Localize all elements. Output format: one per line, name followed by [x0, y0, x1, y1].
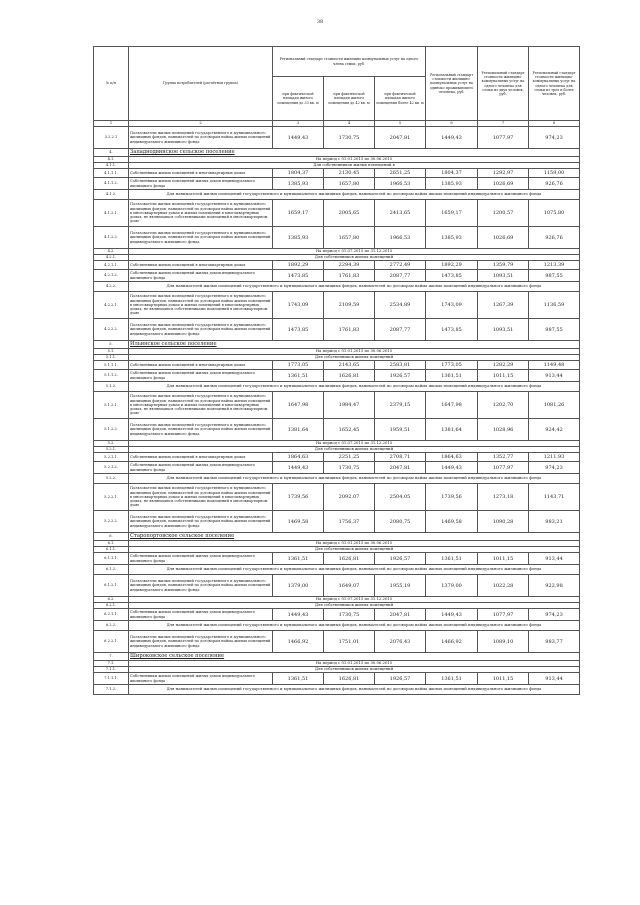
row-number: 5. [94, 341, 129, 349]
value-cell: 1011,15 [478, 370, 529, 382]
value-cell: 1739,56 [426, 484, 478, 511]
value-cell: 1751,01 [324, 631, 375, 653]
value-cell: 1647,98 [426, 392, 478, 419]
row-description: Пользователи жилых помещений государственного и муниципального жилищных фондов, нанимателей по договорам найма жилых помещений в многоквартирных домах и жилых помещений в многоквартирных домах, не являющихся собственниками помещений в многоквартирном доме [129, 200, 273, 227]
value-cell: 1361,51 [426, 553, 478, 565]
value-cell: 1804,37 [426, 169, 478, 178]
period-label: Для собственников жилых помещений [129, 547, 580, 553]
value-cell: 913,44 [529, 673, 580, 685]
row-number: 6.2.1.1. [94, 609, 129, 621]
value-cell: 1026,69 [478, 227, 529, 249]
period-row [94, 621, 580, 631]
row-number: 4.2.1.1. [94, 261, 129, 270]
value-cell: 1028,96 [478, 419, 529, 441]
period-label: Для нанимателей жилых помещений государственного и муниципального жилищных фондов, нанимателей по договорам найма жилых помещений индивидуального жилищного фонда [129, 382, 580, 392]
value-cell: 1892,29 [273, 261, 324, 270]
value-cell: 987,55 [529, 270, 580, 282]
row-number: 4.2.2.1. [94, 292, 129, 319]
value-cell: 2087,77 [375, 270, 426, 282]
value-cell: 987,55 [529, 319, 580, 341]
header-sub-33: при фактической площади жилого помещения до 33 кв. м [273, 77, 324, 121]
value-cell: 924,42 [529, 419, 580, 441]
value-cell: 1730,75 [324, 127, 375, 149]
value-cell: 1449,43 [273, 127, 324, 149]
value-cell: 1466,92 [426, 631, 478, 653]
value-cell: 2413,65 [375, 200, 426, 227]
row-number: 7.1. [94, 661, 129, 667]
table-row [94, 361, 580, 370]
row-number: 5.1. [94, 349, 129, 355]
period-label: Для нанимателей жилых помещений государственного и муниципального жилищных фондов, нанимателей по договорам найма жилых помещений индивидуального жилищного фонда [129, 685, 580, 695]
value-cell: 1449,43 [273, 609, 324, 621]
row-description: Собственники жилых помещений в многоквартирных домах [129, 261, 273, 270]
header-group: Группа потребителей (расчётная группа) [129, 47, 273, 121]
value-cell: 1743,09 [273, 292, 324, 319]
value-cell: 913,44 [529, 370, 580, 382]
header-sub-more: при фактической площади жилого помещения более 42 кв. м [375, 77, 426, 121]
period-row [94, 282, 580, 292]
value-cell: 2087,77 [375, 319, 426, 341]
period-label: Для собственников жилых помещений [129, 255, 580, 261]
value-cell: 1657,80 [324, 227, 375, 249]
row-number: 4. [94, 149, 129, 157]
row-description: Пользователи жилых помещений государственного и муниципального жилищных фондов, нанимателей по договорам найма жилых помещений индивидуального жилищного фонда [129, 419, 273, 441]
section-row [94, 653, 580, 661]
table-row [94, 178, 580, 190]
row-number: 5.2.1. [94, 447, 129, 453]
row-number: 5.2.1.2. [94, 462, 129, 474]
row-description: Пользователи жилых помещений государственного и муниципального жилищных фондов, нанимателей по договорам найма жилых помещений в многоквартирных домах и жилых помещений в многоквартирных домах, не являющихся собственниками помещений в многоквартирном доме [129, 392, 273, 419]
table-row [94, 127, 580, 149]
value-cell: 1143,71 [529, 484, 580, 511]
period-label: На период с 01.01.2015 по 30.06.2015 [129, 349, 580, 355]
value-cell: 1352,77 [478, 453, 529, 462]
column-number: 7 [478, 121, 529, 127]
period-label: Для нанимателей жилых помещений государственного и муниципального жилищных фондов, нанимателей по договорам найма жилых помещений индивидуального жилищного фонда [129, 282, 580, 292]
value-cell: 1159,00 [529, 169, 580, 178]
value-cell: 2092,07 [324, 484, 375, 511]
row-number: 5.2.2.2. [94, 511, 129, 533]
value-cell: 1756,37 [324, 511, 375, 533]
value-cell: 1659,17 [273, 200, 324, 227]
row-number: 4.1.2. [94, 190, 129, 200]
row-description: Пользователи жилых помещений государственного и муниципального жилищных фондов, нанимателей по договорам найма жилых помещений индивидуального жилищного фонда [129, 511, 273, 533]
row-number: 5.1.1.2. [94, 370, 129, 382]
value-cell: 2651,25 [375, 169, 426, 178]
table-row [94, 392, 580, 419]
period-row [94, 565, 580, 575]
row-description: Пользователи жилых помещений государственного и муниципального жилищных фондов, нанимателей по договорам найма жилых помещений индивидуального жилищного фонда [129, 631, 273, 653]
table-row [94, 609, 580, 621]
row-description: Собственники жилых помещений жилых домов индивидуального жилищного фонда [129, 673, 273, 685]
row-number: 5.2.1.1. [94, 453, 129, 462]
value-cell: 1864,63 [426, 453, 478, 462]
value-cell: 1213,39 [529, 261, 580, 270]
header-single: Региональный стандарт стоимости жилищно-коммунальных услуг на одиноко проживающего человека, руб. [426, 47, 478, 121]
row-description: Пользователи жилых помещений государственного и муниципального жилищных фондов, нанимателей по договорам найма жилых помещений в многоквартирных домах и жилых помещений в многоквартирных домах, не являющихся собственниками помещений в многоквартирном доме [129, 292, 273, 319]
value-cell: 1626,81 [324, 673, 375, 685]
value-cell: 1361,51 [273, 370, 324, 382]
value-cell: 1469,58 [273, 511, 324, 533]
value-cell: 1093,51 [478, 270, 529, 282]
value-cell: 1652,45 [324, 419, 375, 441]
value-cell: 1864,63 [273, 453, 324, 462]
value-cell: 1022,28 [478, 575, 529, 597]
table-row [94, 462, 580, 474]
row-number: 5.1.1.1. [94, 361, 129, 370]
header-num: № п/п [94, 47, 129, 121]
value-cell: 1361,51 [273, 673, 324, 685]
section-title: Старопортовское сельское поселение [129, 533, 580, 541]
value-cell: 1659,17 [426, 200, 478, 227]
value-cell: 1359,79 [478, 261, 529, 270]
value-cell: 2109,59 [324, 292, 375, 319]
header-two: Региональный стандарт стоимости жилищно-коммунальных услуг на одного человека для семьи из двух человек, руб. [478, 47, 529, 121]
table-row [94, 575, 580, 597]
value-cell: 1984,47 [324, 392, 375, 419]
table-row [94, 261, 580, 270]
table-row [94, 419, 580, 441]
value-cell: 1761,83 [324, 270, 375, 282]
standards-table [93, 46, 580, 695]
period-label: Для собственников жилых помещений [129, 603, 580, 609]
value-cell: 1089,10 [478, 631, 529, 653]
row-number: 5.1.2.1. [94, 392, 129, 419]
row-description: Собственники жилых помещений жилых домов индивидуального жилищного фонда [129, 553, 273, 565]
row-description: Пользователи жилых помещений государственного и муниципального жилищных фондов, нанимателей по договорам найма жилых помещений индивидуального жилищного фонда [129, 227, 273, 249]
value-cell: 1892,29 [426, 261, 478, 270]
row-number: 4.2.1.2. [94, 270, 129, 282]
value-cell: 2504,05 [375, 484, 426, 511]
period-row [94, 190, 580, 200]
value-cell: 1657,80 [324, 178, 375, 190]
period-label: На период с 01.07.2015 по 31.12.2015 [129, 441, 580, 447]
value-cell: 1473,85 [426, 319, 478, 341]
row-description: Пользователи жилых помещений государственного и муниципального жилищных фондов, нанимателей по договорам найма жилых помещений индивидуального жилищного фонда [129, 575, 273, 597]
value-cell: 1449,43 [426, 127, 478, 149]
row-number: 6.2.2.1. [94, 631, 129, 653]
value-cell: 1267,39 [478, 292, 529, 319]
value-cell: 2047,81 [375, 609, 426, 621]
value-cell: 1966,53 [375, 227, 426, 249]
value-cell: 1473,85 [273, 270, 324, 282]
value-cell: 1626,81 [324, 553, 375, 565]
value-cell: 1647,98 [273, 392, 324, 419]
row-number: 7.1.1. [94, 667, 129, 673]
value-cell: 1381,64 [426, 419, 478, 441]
value-cell: 1273,18 [478, 484, 529, 511]
value-cell: 983,77 [529, 631, 580, 653]
value-cell: 2130,45 [324, 169, 375, 178]
value-cell: 1077,97 [478, 609, 529, 621]
row-number: 4.1.1. [94, 163, 129, 169]
table-row [94, 200, 580, 227]
row-number: 5.1.2. [94, 382, 129, 392]
value-cell: 913,44 [529, 553, 580, 565]
row-description: Собственники жилых помещений в многоквартирных домах [129, 361, 273, 370]
value-cell: 1077,97 [478, 127, 529, 149]
period-label: Для собственников жилых помещений [129, 447, 580, 453]
value-cell: 2379,15 [375, 392, 426, 419]
row-description: Собственники жилых помещений жилых домов индивидуального жилищного фонда [129, 370, 273, 382]
value-cell: 1469,58 [426, 511, 478, 533]
row-description: Собственники жилых помещений в многоквартирных домах [129, 453, 273, 462]
row-number: 7. [94, 653, 129, 661]
row-description: Собственники жилых помещений жилых домов индивидуального жилищного фонда [129, 270, 273, 282]
row-description: Пользователи жилых помещений государственного и муниципального жилищных фондов, нанимателей по договорам найма жилых помещений индивидуального жилищного фонда [129, 127, 273, 149]
period-label: Для собственников жилых помещений [129, 355, 580, 361]
row-number: 4.2.1. [94, 255, 129, 261]
row-description: Собственники жилых помещений жилых домов индивидуального жилищного фонда [129, 178, 273, 190]
row-number: 6.2. [94, 597, 129, 603]
value-cell: 1449,43 [426, 609, 478, 621]
page-number: 38 [316, 19, 324, 25]
value-cell: 1926,57 [375, 553, 426, 565]
period-label: Для собственников жилых помещений [129, 667, 580, 673]
table-row [94, 227, 580, 249]
value-cell: 1626,81 [324, 370, 375, 382]
period-label: Для нанимателей жилых помещений государственного и муниципального жилищных фондов, нанимателей по договорам найма жилых помещений индивидуального жилищного фонда [129, 190, 580, 200]
section-row [94, 149, 580, 157]
header-three: Региональный стандарт стоимости жилищно-коммунальных услуг на одного человека для семьи из трех и более человек, руб. [529, 47, 580, 121]
row-number: 6.1.1.1. [94, 553, 129, 565]
value-cell: 1292,97 [478, 169, 529, 178]
row-description: Пользователи жилых помещений государственного и муниципального жилищных фондов, нанимателей по договорам найма жилых помещений индивидуального жилищного фонда [129, 319, 273, 341]
value-cell: 1075,80 [529, 200, 580, 227]
row-description: Собственники жилых помещений жилых домов индивидуального жилищного фонда [129, 609, 273, 621]
period-label: Для собственников жилых помещений в [129, 163, 580, 169]
value-cell: 1077,97 [478, 462, 529, 474]
section-row [94, 533, 580, 541]
row-number: 4.1.2.2. [94, 227, 129, 249]
row-number: 4.2.2. [94, 282, 129, 292]
column-number: 3 [273, 121, 324, 127]
row-number: 3.2.2.1 [94, 127, 129, 149]
value-cell: 2583,81 [375, 361, 426, 370]
value-cell: 1466,92 [273, 631, 324, 653]
value-cell: 1385,93 [426, 227, 478, 249]
period-label: На период с 01.07.2015 по 31.12.2015 [129, 249, 580, 255]
row-number: 6. [94, 533, 129, 541]
row-number: 6.1.1. [94, 547, 129, 553]
period-label: На период с 01.01.2015 по 30.06.2015 [129, 661, 580, 667]
value-cell: 2080,75 [375, 511, 426, 533]
header-norm: Региональный стандарт стоимости жилищно-коммунальных услуг на одного члена семьи, руб. [273, 47, 426, 77]
value-cell: 1090,28 [478, 511, 529, 533]
section-title: Западнодвинское сельское поселение [129, 149, 580, 157]
section-row [94, 341, 580, 349]
table-row [94, 453, 580, 462]
period-row [94, 685, 580, 695]
section-title: Широковское сельское поселение [129, 653, 580, 661]
value-cell: 2143,65 [324, 361, 375, 370]
value-cell: 1804,37 [273, 169, 324, 178]
row-number: 6.1.2.1. [94, 575, 129, 597]
value-cell: 1739,56 [273, 484, 324, 511]
value-cell: 1361,51 [426, 370, 478, 382]
column-number: 4 [324, 121, 375, 127]
value-cell: 1773,05 [273, 361, 324, 370]
value-cell: 1200,57 [478, 200, 529, 227]
row-number: 6.1. [94, 541, 129, 547]
table-row [94, 484, 580, 511]
value-cell: 1381,64 [273, 419, 324, 441]
value-cell: 1202,70 [478, 392, 529, 419]
row-description: Пользователи жилых помещений государственного и муниципального жилищных фондов, нанимателей по договорам найма жилых помещений в многоквартирных домах и жилых помещений в многоквартирных домах, не являющихся собственниками помещений в многоквартирном доме [129, 484, 273, 511]
row-number: 6.1.2. [94, 565, 129, 575]
row-number: 6.2.1. [94, 603, 129, 609]
value-cell: 1473,85 [426, 270, 478, 282]
value-cell: 926,76 [529, 178, 580, 190]
value-cell: 1385,93 [273, 227, 324, 249]
table-row [94, 553, 580, 565]
value-cell: 1649,07 [324, 575, 375, 597]
period-label: Для нанимателей жилых помещений государственного и муниципального жилищных фондов, нанимателей по договорам найма жилых помещений индивидуального жилищного фонда [129, 474, 580, 484]
value-cell: 926,76 [529, 227, 580, 249]
value-cell: 1743,09 [426, 292, 478, 319]
row-number: 5.2. [94, 441, 129, 447]
row-number: 4.1.1.2. [94, 178, 129, 190]
period-label: Для нанимателей жилых помещений государственного и муниципального жилищных фондов, нанимателей по договорам найма жилых помещений индивидуального жилищного фонда [129, 621, 580, 631]
value-cell: 1761,83 [324, 319, 375, 341]
row-number: 4.2.2.2. [94, 319, 129, 341]
value-cell: 1211,93 [529, 453, 580, 462]
table-row [94, 169, 580, 178]
value-cell: 1379,00 [426, 575, 478, 597]
period-label: На период с 01.01.2015 по 30.06.2015 [129, 157, 580, 163]
period-label: На период с 01.07.2015 по 31.12.2015 [129, 597, 580, 603]
value-cell: 974,23 [529, 609, 580, 621]
value-cell: 974,23 [529, 462, 580, 474]
value-cell: 1149,48 [529, 361, 580, 370]
value-cell: 1730,75 [324, 462, 375, 474]
column-number: 2 [129, 121, 273, 127]
row-number: 7.1.1.1. [94, 673, 129, 685]
value-cell: 1449,43 [426, 462, 478, 474]
value-cell: 1955,19 [375, 575, 426, 597]
value-cell: 1026,69 [478, 178, 529, 190]
period-row [94, 474, 580, 484]
column-number: 8 [529, 121, 580, 127]
table-row [94, 292, 580, 319]
row-number: 4.2. [94, 249, 129, 255]
row-number: 5.2.2. [94, 474, 129, 484]
value-cell: 1011,15 [478, 673, 529, 685]
value-cell: 1959,51 [375, 419, 426, 441]
value-cell: 2047,81 [375, 462, 426, 474]
table-row [94, 370, 580, 382]
value-cell: 1385,93 [273, 178, 324, 190]
value-cell: 1449,43 [273, 462, 324, 474]
period-label: Для нанимателей жилых помещений государственного и муниципального жилищных фондов, нанимателей по договорам найма жилых помещений индивидуального жилищного фонда [129, 565, 580, 575]
value-cell: 1282,29 [478, 361, 529, 370]
row-number: 5.2.2.1. [94, 484, 129, 511]
column-number: 5 [375, 121, 426, 127]
value-cell: 1926,57 [375, 673, 426, 685]
value-cell: 1926,57 [375, 370, 426, 382]
value-cell: 1379,00 [273, 575, 324, 597]
table-row [94, 631, 580, 653]
value-cell: 1361,51 [426, 673, 478, 685]
value-cell: 2251,25 [324, 453, 375, 462]
column-number: 1 [94, 121, 129, 127]
value-cell: 2534,89 [375, 292, 426, 319]
value-cell: 1966,53 [375, 178, 426, 190]
period-row [94, 382, 580, 392]
value-cell: 1093,51 [478, 319, 529, 341]
value-cell: 2076,43 [375, 631, 426, 653]
value-cell: 2708,71 [375, 453, 426, 462]
row-number: 7.1.2. [94, 685, 129, 695]
section-title: Ильинское сельское поселение [129, 341, 580, 349]
table-row [94, 511, 580, 533]
value-cell: 1136,59 [529, 292, 580, 319]
value-cell: 1081,26 [529, 392, 580, 419]
header-sub-42: при фактической площади жилого помещения до 42 кв. м [324, 77, 375, 121]
row-number: 5.1.2.2. [94, 419, 129, 441]
value-cell: 2047,81 [375, 127, 426, 149]
value-cell: 1011,15 [478, 553, 529, 565]
row-number: 5.1.1. [94, 355, 129, 361]
value-cell: 2294,39 [324, 261, 375, 270]
value-cell: 1385,93 [426, 178, 478, 190]
table-row [94, 319, 580, 341]
value-cell: 2005,65 [324, 200, 375, 227]
row-number: 4.1.2.1. [94, 200, 129, 227]
row-number: 4.1.1.1. [94, 169, 129, 178]
value-cell: 983,21 [529, 511, 580, 533]
value-cell: 1730,75 [324, 609, 375, 621]
period-label: На период с 01.01.2015 по 30.06.2015 [129, 541, 580, 547]
table-row [94, 270, 580, 282]
row-number: 6.2.2. [94, 621, 129, 631]
value-cell: 922,98 [529, 575, 580, 597]
row-description: Собственники жилых помещений жилых домов индивидуального жилищного фонда [129, 462, 273, 474]
table-row [94, 673, 580, 685]
value-cell: 1473,85 [273, 319, 324, 341]
value-cell: 1361,51 [273, 553, 324, 565]
row-description: Собственники жилых помещений в многоквартирных домах [129, 169, 273, 178]
column-number: 6 [426, 121, 478, 127]
value-cell: 974,23 [529, 127, 580, 149]
row-number: 4.1. [94, 157, 129, 163]
value-cell: 2772,49 [375, 261, 426, 270]
value-cell: 1773,05 [426, 361, 478, 370]
